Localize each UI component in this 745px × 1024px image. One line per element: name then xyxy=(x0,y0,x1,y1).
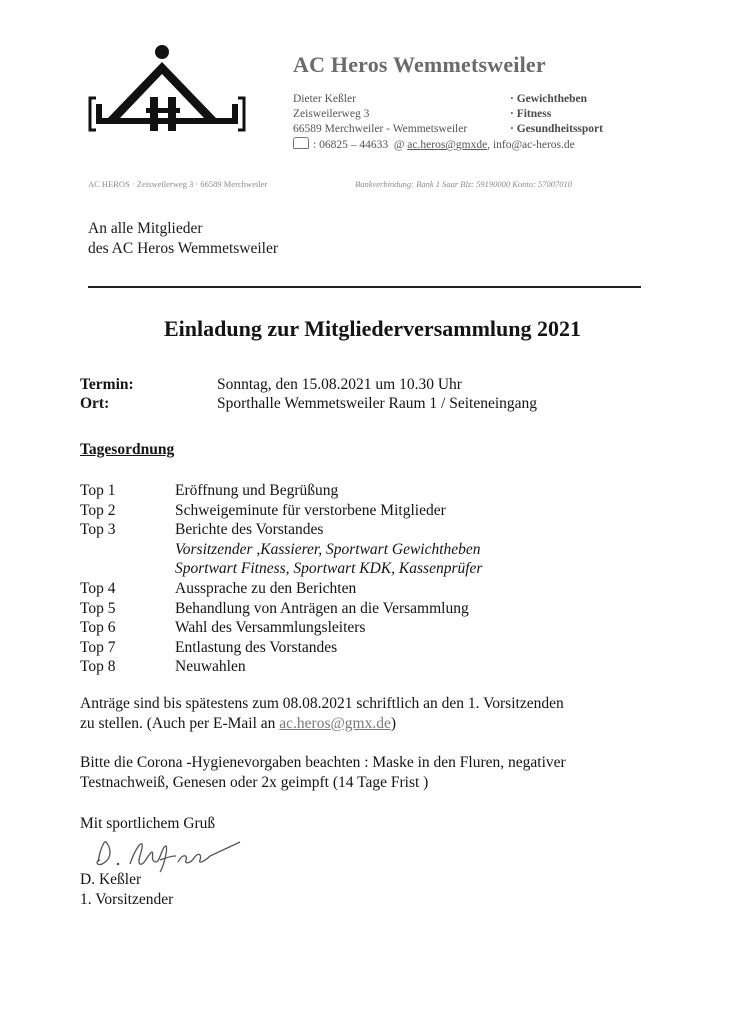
recipient-block xyxy=(88,219,278,259)
agenda-text: Wahl des Versammlungsleiters xyxy=(175,619,366,637)
sender-strip xyxy=(88,179,648,189)
agenda-text: Sportwart Fitness, Sportwart KDK, Kassenprüfer xyxy=(175,560,483,578)
club-name: AC Heros Wemmetsweiler xyxy=(293,52,546,77)
club-logo xyxy=(86,42,248,134)
handwritten-signature xyxy=(90,832,250,874)
address-line: Dieter Keßler xyxy=(293,93,356,105)
agenda-item xyxy=(80,481,640,501)
termin-value: Sonntag, den 15.08.2021 um 10.30 Uhr xyxy=(217,376,462,393)
phone-icon xyxy=(293,137,309,149)
sport-item: · Gesundheitssport xyxy=(510,123,603,135)
contact-line xyxy=(293,137,575,151)
phone-number: : 06825 – 44633 xyxy=(313,139,389,151)
page-title: Einladung zur Mitgliederversammlung 2021 xyxy=(164,316,581,341)
agenda-list xyxy=(80,481,640,677)
club-address xyxy=(293,92,467,137)
paragraph-line: Testnachweiß, Genesen oder 2x geimpft (14 Tage Frist ) xyxy=(80,774,429,791)
paragraph-line: ) xyxy=(390,715,396,732)
address-line: Zeisweilerweg 3 xyxy=(293,108,370,120)
signer-name: D. Keßler xyxy=(80,871,142,888)
agenda-number: Top 5 xyxy=(80,599,116,617)
sport-item: · Fitness xyxy=(510,108,552,120)
email-link[interactable]: ac.heros@gmx.de xyxy=(279,715,391,732)
agenda-text: Schweigeminute für verstorbene Mitglieder xyxy=(175,501,446,519)
divider-rule xyxy=(88,286,641,288)
agenda-number: Top 1 xyxy=(80,482,116,499)
agenda-item xyxy=(80,599,640,619)
agenda-text: Aussprache zu den Berichten xyxy=(175,579,357,597)
signer-block xyxy=(80,870,173,910)
agenda-item xyxy=(80,579,640,599)
bank-details: Bankverbindung: Bank 1 Saar Blz: 59190000 Konto: 57007010 xyxy=(355,179,572,189)
at-symbol: @ xyxy=(393,139,405,151)
paragraph-line: zu stellen. (Auch per E-Mail an xyxy=(80,715,280,732)
agenda-number: Top 6 xyxy=(80,619,116,637)
recipient-line: des AC Heros Wemmetsweiler xyxy=(88,240,279,257)
agenda-number: Top 4 xyxy=(80,579,116,597)
deadline-paragraph xyxy=(80,694,680,734)
agenda-subitem xyxy=(80,559,640,579)
agenda-text: Vorsitzender ,Kassierer, Sportwart Gewichtheben xyxy=(175,540,481,558)
recipient-line: An alle Mitglieder xyxy=(88,220,203,237)
ort-label: Ort: xyxy=(80,395,110,412)
agenda-number: Top 8 xyxy=(80,658,116,676)
agenda-item xyxy=(80,618,640,638)
agenda-text: Entlastung des Vorstandes xyxy=(175,638,338,656)
sender-address: AC HEROS · Zeisweilerweg 3 · 66589 Merchweiler xyxy=(88,179,268,189)
corona-paragraph xyxy=(80,753,680,793)
termin-label: Termin: xyxy=(80,376,134,393)
agenda-number: Top 7 xyxy=(80,638,116,656)
closing-greeting: Mit sportlichem Gruß xyxy=(80,815,216,832)
agenda-number: Top 2 xyxy=(80,501,116,519)
paragraph-line: Anträge sind bis spätestens zum 08.08.2021 schriftlich an den 1. Vorsitzenden xyxy=(80,695,564,712)
email-link-primary[interactable]: ac.heros@gmxde xyxy=(407,139,488,151)
agenda-item xyxy=(80,638,640,658)
agenda-item xyxy=(80,501,640,521)
ort-value: Sporthalle Wemmetsweiler Raum 1 / Seiteneingang xyxy=(217,395,538,412)
agenda-text: Neuwahlen xyxy=(175,658,246,676)
signer-role: 1. Vorsitzender xyxy=(80,891,174,908)
agenda-text: Eröffnung und Begrüßung xyxy=(175,482,339,499)
paragraph-line: Bitte die Corona -Hygienevorgaben beachten : Maske in den Fluren, negativer xyxy=(80,754,566,771)
agenda-item xyxy=(80,657,640,677)
agenda-subitem xyxy=(80,540,640,560)
sports-list xyxy=(510,92,603,137)
agenda-text: Berichte des Vorstandes xyxy=(175,521,324,539)
agenda-number: Top 3 xyxy=(80,521,116,539)
agenda-text: Behandlung von Anträgen an die Versammlung xyxy=(175,599,469,617)
address-line: 66589 Merchweiler - Wemmetsweiler xyxy=(293,123,468,135)
agenda-item xyxy=(80,520,640,540)
email-secondary: , info@ac-heros.de xyxy=(487,139,575,151)
agenda-title: Tagesordnung xyxy=(80,441,175,458)
sport-item: · Gewichtheben xyxy=(510,93,587,105)
